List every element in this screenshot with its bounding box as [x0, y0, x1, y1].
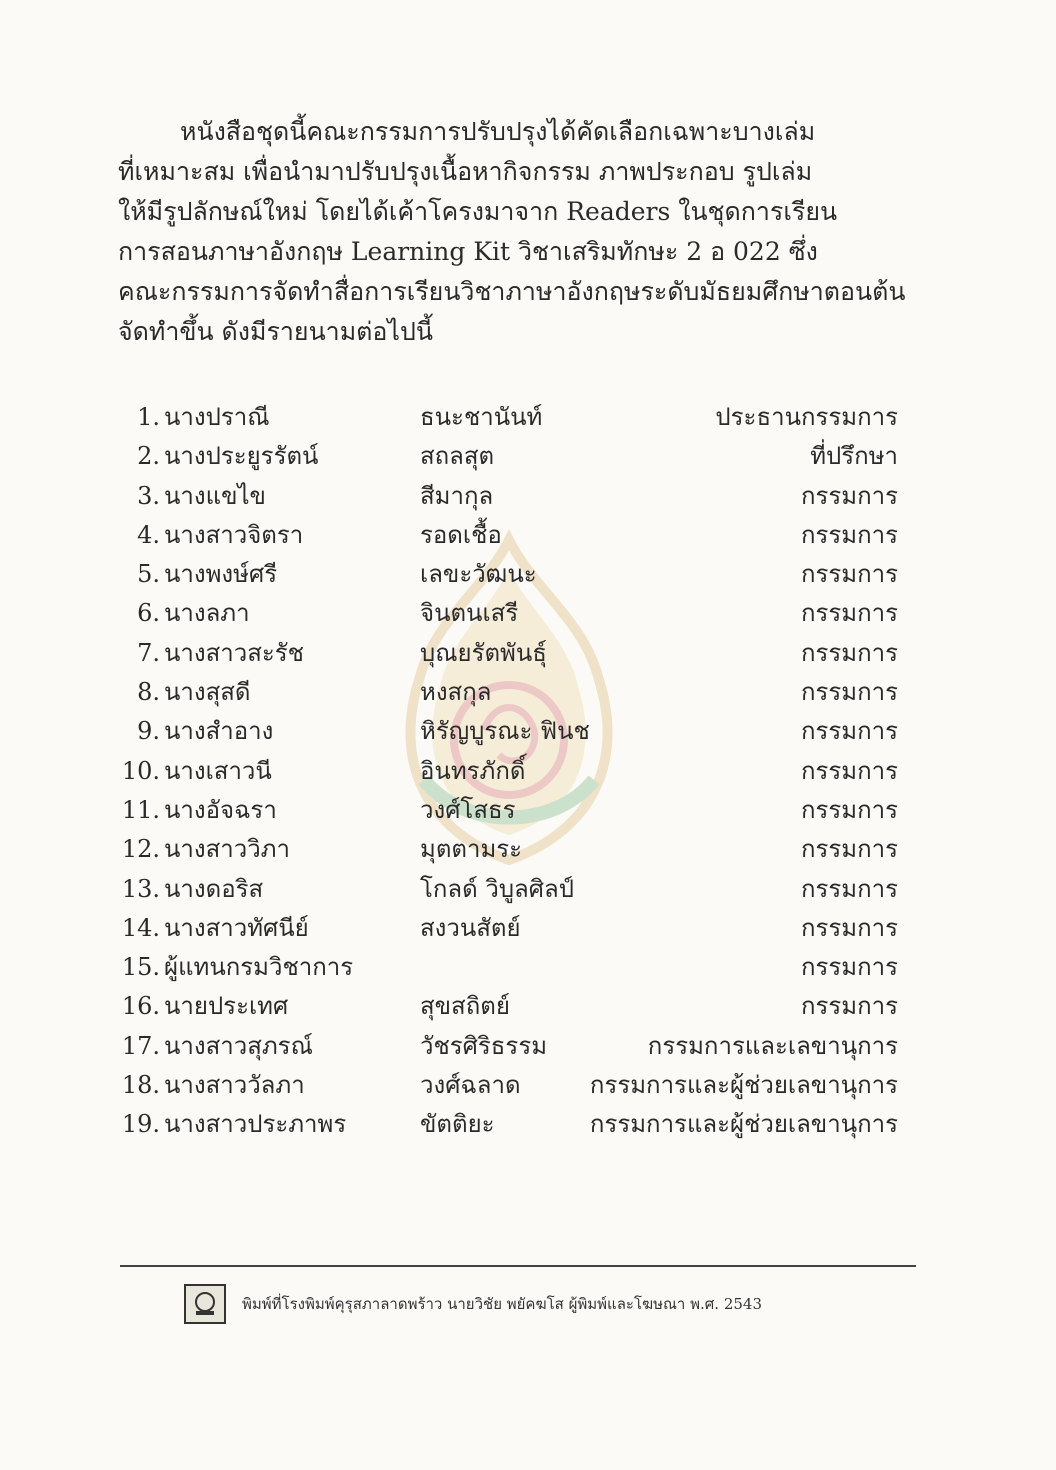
member-number: 16.: [121, 992, 160, 1021]
member-number: 17.: [121, 1031, 160, 1060]
intro-line: หนังสือชุดนี้คณะกรรมการปรับปรุงได้คัดเลือกเฉพาะบางเล่ม: [180, 117, 816, 146]
member-first-name: นางปราณี: [164, 403, 270, 431]
member-number: 12.: [121, 835, 160, 864]
list-item: [118, 712, 898, 751]
press-logo-icon: [184, 1284, 226, 1324]
list-item: [118, 477, 898, 516]
member-first-name: นางสาวประภาพร: [164, 1110, 347, 1139]
member-first-name: นางสุสดี: [164, 678, 251, 707]
member-first-name: นางประยูรรัตน์: [164, 442, 319, 471]
member-surname: สีมากุล: [420, 481, 494, 510]
member-surname: รอดเชื้อ: [420, 520, 502, 549]
footer: [184, 1283, 762, 1325]
member-number: 19.: [121, 1110, 160, 1139]
member-first-name: นางสาววัลภา: [164, 1071, 305, 1100]
list-item: [118, 437, 898, 476]
member-role: กรรมการ: [800, 560, 898, 589]
member-first-name: นางลภา: [164, 599, 250, 628]
list-item: [118, 791, 898, 830]
footer-divider: [120, 1265, 916, 1267]
member-first-name: นางสาวจิตรา: [164, 520, 304, 549]
member-surname: วงศ์ฉลาด: [420, 1071, 521, 1100]
intro-line: คณะกรรมการจัดทำสื่อการเรียนวิชาภาษาอังกฤษระดับมัธยมศึกษาตอนต้น: [118, 277, 906, 306]
member-number: 14.: [121, 913, 160, 942]
member-role: กรรมการ: [800, 678, 898, 707]
list-item: [118, 948, 898, 987]
intro-line: ที่เหมาะสม เพื่อนำมาปรับปรุงเนื้อหากิจกรรม ภาพประกอบ รูปเล่ม: [118, 157, 813, 186]
member-role: กรรมการ: [800, 520, 898, 549]
member-number: 10.: [121, 756, 160, 785]
committee-list: [118, 398, 898, 1145]
list-item: [118, 870, 898, 909]
member-number: 18.: [121, 1071, 160, 1100]
list-item: [118, 1066, 898, 1105]
member-first-name: นางสาวทัศนีย์: [164, 913, 309, 942]
member-surname: วัชรศิริธรรม: [420, 1031, 548, 1060]
member-number: 11.: [121, 795, 160, 824]
member-surname: หิรัญบูรณะ ฟินช: [420, 717, 590, 746]
member-role: กรรมการ: [800, 913, 898, 942]
member-number: 3.: [137, 481, 160, 510]
member-role: กรรมการ: [800, 795, 898, 824]
member-surname: โกลด์ วิบูลศิลป์: [420, 874, 574, 903]
member-surname: วงศ์โสธร: [420, 795, 516, 824]
member-role: กรรมการ: [800, 874, 898, 903]
member-number: 1.: [137, 403, 160, 431]
member-role: กรรมการ: [800, 756, 898, 785]
list-item: [118, 830, 898, 869]
list-item: [118, 987, 898, 1026]
member-role: กรรมการและผู้ช่วยเลขานุการ: [589, 1071, 898, 1100]
printer-imprint: พิมพ์ที่โรงพิมพ์คุรุสภาลาดพร้าว นายวิชัย พยัคฆโส ผู้พิมพ์และโฆษณา พ.ศ. 2543: [242, 1295, 763, 1313]
member-number: 15.: [121, 953, 160, 982]
member-surname: มุตตามระ: [420, 835, 523, 864]
list-item: [118, 555, 898, 594]
member-first-name: นางพงษ์ศรี: [164, 560, 278, 589]
member-role: กรรมการ: [800, 599, 898, 628]
member-role: กรรมการและเลขานุการ: [647, 1031, 898, 1060]
member-number: 6.: [137, 599, 160, 628]
list-item: [118, 1105, 898, 1144]
member-role: กรรมการ: [800, 953, 898, 982]
member-role: กรรมการ: [800, 717, 898, 746]
list-item: [118, 634, 898, 673]
member-surname: สถลสุต: [420, 442, 495, 471]
list-item: [118, 594, 898, 633]
member-surname: ขัตติยะ: [420, 1110, 495, 1139]
member-role: กรรมการ: [800, 638, 898, 667]
member-first-name: นางดอริส: [164, 874, 264, 903]
member-first-name: นางสำอาง: [164, 717, 274, 746]
member-first-name: นายประเทศ: [164, 992, 289, 1021]
member-first-name: ผู้แทนกรมวิชาการ: [164, 953, 354, 982]
member-first-name: นางอัจฉรา: [164, 795, 277, 824]
list-item: [118, 1027, 898, 1066]
intro-paragraph: [118, 112, 918, 352]
member-number: 13.: [121, 874, 160, 903]
member-first-name: นางสาวสุภรณ์: [164, 1031, 313, 1060]
list-item: [118, 673, 898, 712]
intro-line: การสอนภาษาอังกฤษ Learning Kit วิชาเสริมทักษะ 2 อ 022 ซึ่ง: [118, 237, 818, 266]
member-number: 4.: [137, 520, 160, 549]
intro-line: ให้มีรูปลักษณ์ใหม่ โดยได้เค้าโครงมาจาก Readers ในชุดการเรียน: [118, 197, 838, 226]
member-number: 8.: [137, 678, 160, 707]
intro-line: จัดทำขึ้น ดังมีรายนามต่อไปนี้: [118, 317, 433, 346]
member-surname: อินทรภักดิ์: [420, 756, 526, 785]
list-item: [118, 909, 898, 948]
member-surname: สุขสถิตย์: [420, 992, 510, 1021]
member-role: ประธานกรรมการ: [715, 403, 898, 431]
member-surname: เลขะวัฒนะ: [420, 560, 537, 589]
list-item: [118, 398, 898, 437]
member-role: กรรมการ: [800, 992, 898, 1021]
member-first-name: นางแขไข: [164, 481, 266, 510]
member-surname: ธนะชานันท์: [420, 403, 543, 431]
member-role: กรรมการ: [800, 481, 898, 510]
member-surname: สงวนสัตย์: [420, 913, 521, 942]
member-number: 7.: [137, 638, 160, 667]
member-number: 2.: [137, 442, 160, 471]
member-surname: จินตนเสรี: [420, 599, 519, 628]
member-surname: หงสกุล: [420, 678, 492, 707]
member-role: ที่ปรึกษา: [810, 442, 898, 471]
member-number: 5.: [137, 560, 160, 589]
member-first-name: นางสาววิภา: [164, 835, 290, 864]
list-item: [118, 516, 898, 555]
list-item: [118, 752, 898, 791]
member-role: กรรมการและผู้ช่วยเลขานุการ: [589, 1110, 898, 1139]
member-number: 9.: [137, 717, 160, 746]
member-first-name: นางสาวสะรัช: [164, 638, 304, 667]
member-role: กรรมการ: [800, 835, 898, 864]
member-surname: บุณยรัตพันธุ์: [420, 638, 547, 667]
member-first-name: นางเสาวนี: [164, 756, 272, 785]
